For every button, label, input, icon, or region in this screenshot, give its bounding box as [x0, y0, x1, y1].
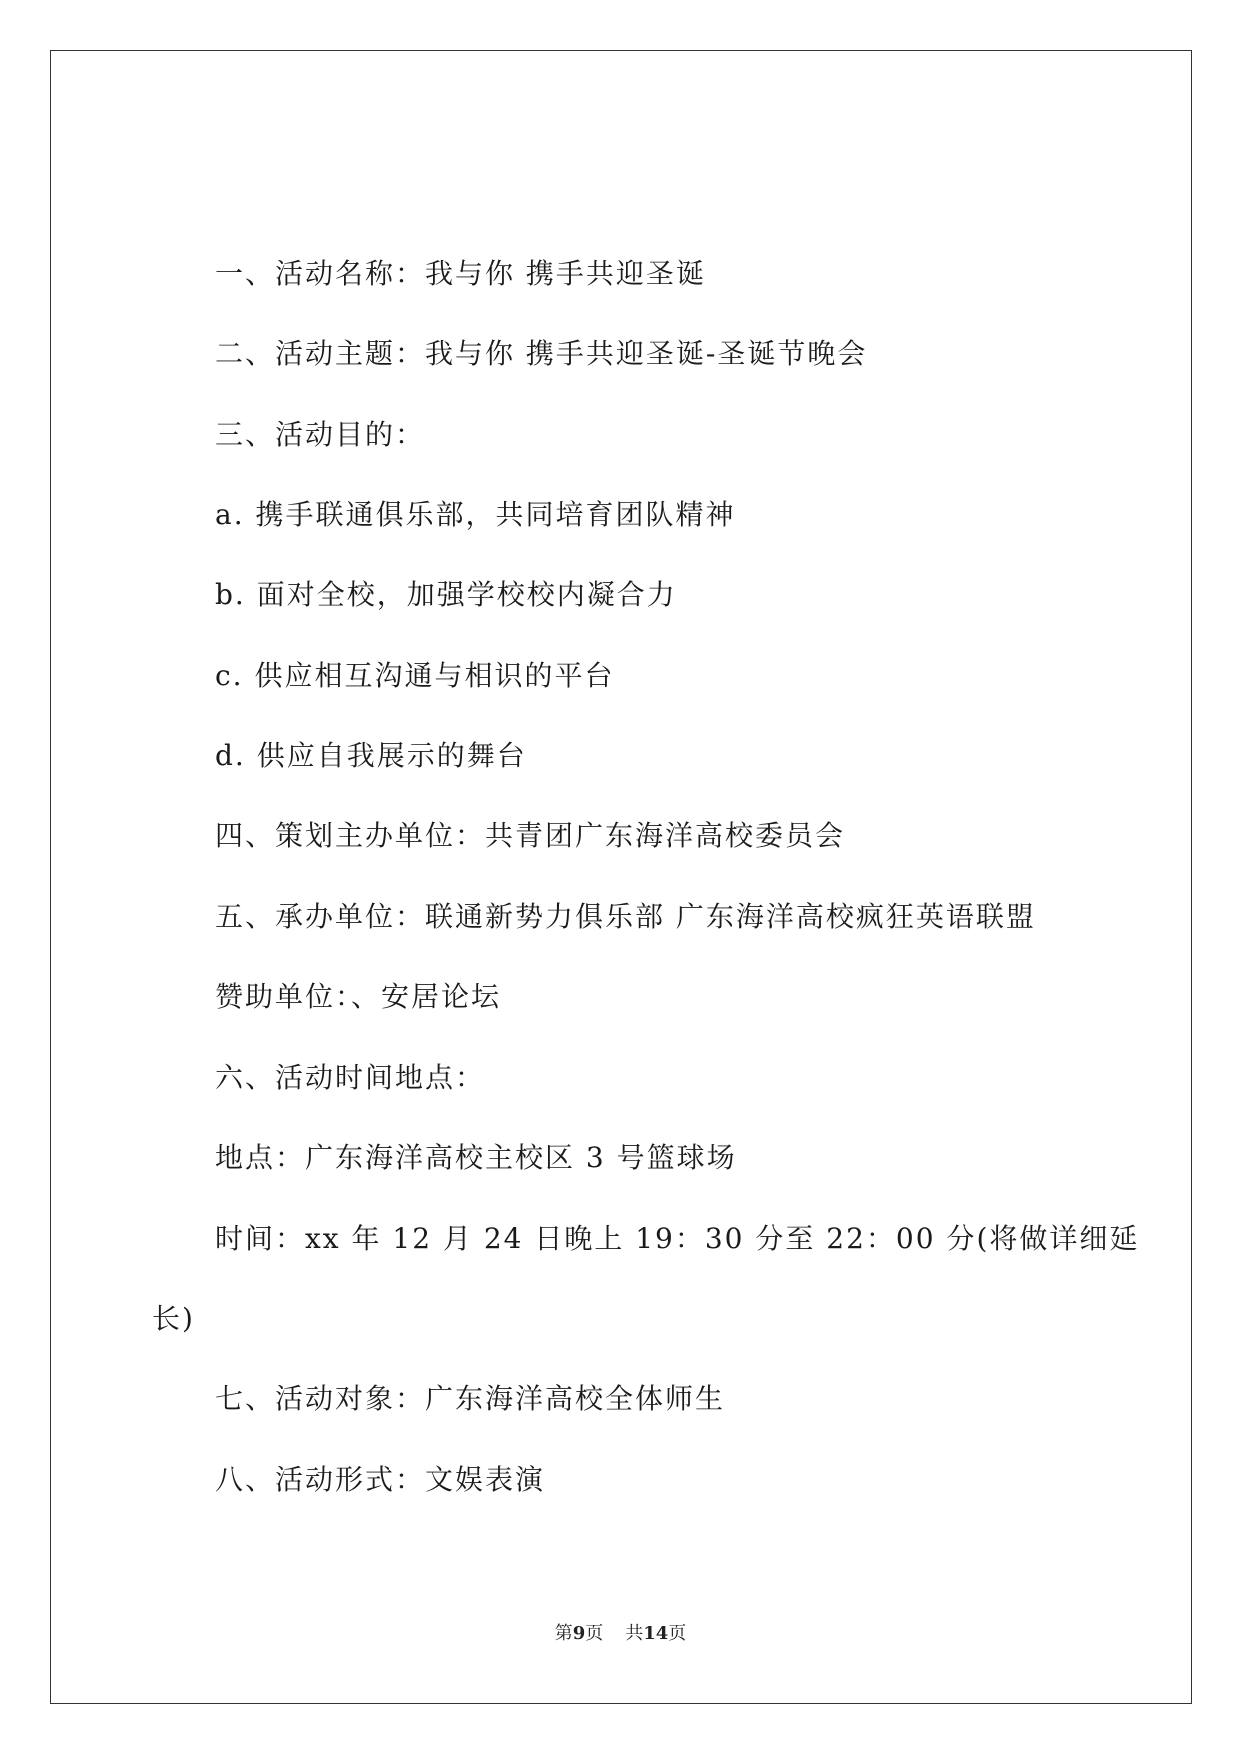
- page-number: 9: [572, 1623, 586, 1644]
- total-suffix: 页: [668, 1623, 687, 1644]
- total-prefix: 共: [625, 1623, 644, 1644]
- section-organizer: 四、策划主办单位：共青团广东海洋高校委员会: [215, 819, 846, 852]
- section-activity-name: 一、活动名称：我与你 携手共迎圣诞: [215, 257, 706, 290]
- time-line: 时间：xx 年 12 月 24 日晚上 19：30 分至 22：00 分(将做详细延: [215, 1222, 1140, 1255]
- purpose-item-c: c. 供应相互沟通与相识的平台: [215, 659, 615, 692]
- page-suffix: 页: [585, 1623, 604, 1644]
- purpose-item-d: d. 供应自我展示的舞台: [215, 739, 527, 772]
- section-host-unit: 五、承办单位：联通新势力俱乐部 广东海洋高校疯狂英语联盟: [215, 900, 1036, 933]
- purpose-item-a: a. 携手联通俱乐部，共同培育团队精神: [215, 498, 736, 531]
- section-audience: 七、活动对象：广东海洋高校全体师生: [215, 1382, 726, 1415]
- section-activity-theme: 二、活动主题：我与你 携手共迎圣诞-圣诞节晚会: [215, 337, 868, 370]
- page-prefix: 第: [554, 1623, 573, 1644]
- time-line-continuation: 长): [152, 1302, 195, 1335]
- purpose-item-b: b. 面对全校，加强学校校内凝合力: [215, 578, 677, 611]
- section-activity-purpose: 三、活动目的：: [215, 418, 426, 451]
- page-footer: [0, 1622, 1241, 1646]
- section-time-place: 六、活动时间地点：: [215, 1061, 486, 1094]
- total-pages: 14: [643, 1623, 669, 1644]
- sponsor-line: 赞助单位：、安居论坛: [215, 980, 502, 1013]
- place-line: 地点：广东海洋高校主校区 3 号篮球场: [215, 1141, 737, 1174]
- section-format: 八、活动形式：文娱表演: [215, 1463, 546, 1496]
